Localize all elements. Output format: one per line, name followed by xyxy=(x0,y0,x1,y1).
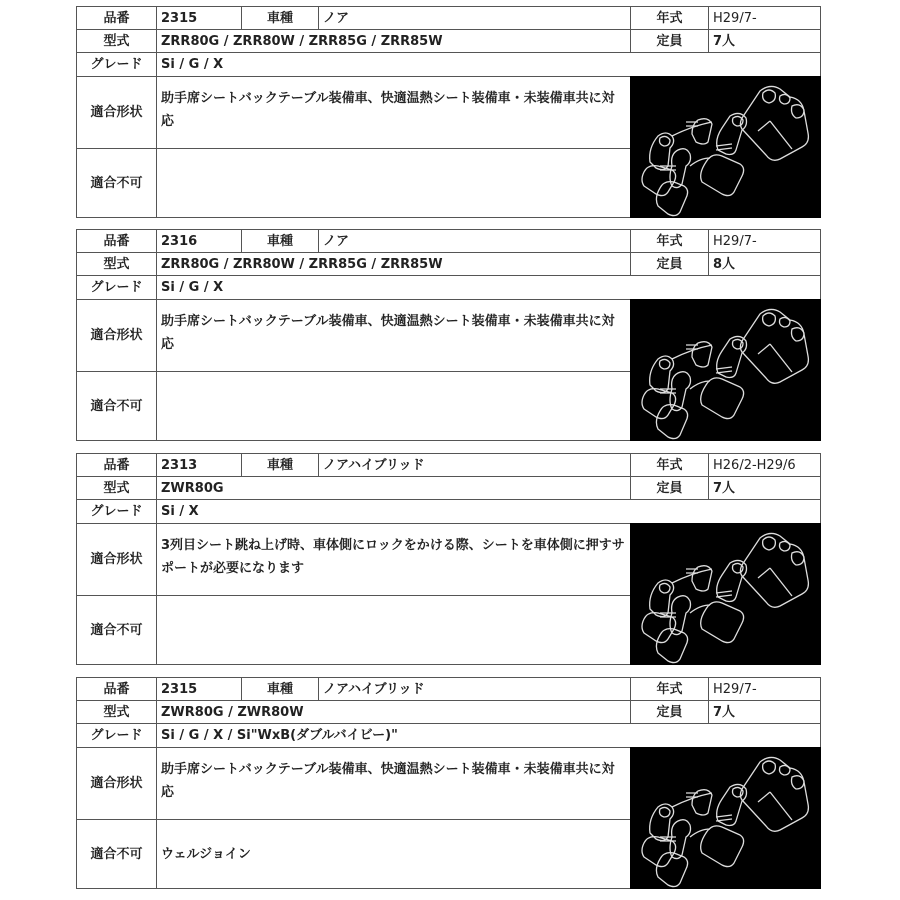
vehicle-value: ノア xyxy=(323,10,350,26)
seat-diagram-icon xyxy=(630,747,821,889)
grade-value: Si / G / X xyxy=(161,57,224,72)
grade-label: グレード xyxy=(90,728,143,743)
seat-layout-image xyxy=(630,299,821,441)
compatible-value: 助手席シートバックテーブル装備車、快適温熱シート装備車・未装備車共に対応 xyxy=(161,762,615,800)
capacity-label: 定員 xyxy=(656,480,683,496)
year-value: H26/2-H29/6 xyxy=(713,457,796,473)
seat-diagram-icon xyxy=(630,523,821,665)
product-spec-table-4 xyxy=(76,677,821,889)
incompatible-value xyxy=(157,149,630,218)
year-label: 年式 xyxy=(656,233,683,249)
part-no-label: 品番 xyxy=(103,10,130,26)
grade-value: Si / G / X / Si"WxB(ダブルバイビー)" xyxy=(161,728,398,743)
capacity-value: 7人 xyxy=(713,33,736,49)
compatible-label: 適合形状 xyxy=(90,552,143,567)
grade-label: グレード xyxy=(90,280,143,295)
year-value: H29/7- xyxy=(713,10,757,26)
model-value: ZRR80G / ZRR80W / ZRR85G / ZRR85W xyxy=(161,33,443,49)
part-no-label: 品番 xyxy=(103,233,130,249)
compatible-value: 助手席シートバックテーブル装備車、快適温熱シート装備車・未装備車共に対応 xyxy=(161,91,615,129)
compatible-label: 適合形状 xyxy=(90,776,143,791)
year-value: H29/7- xyxy=(713,233,757,249)
grade-value: Si / X xyxy=(161,504,199,519)
capacity-value: 7人 xyxy=(713,704,736,720)
seat-diagram-icon xyxy=(630,299,821,441)
model-label: 型式 xyxy=(103,480,130,496)
capacity-label: 定員 xyxy=(656,704,683,720)
compatible-label: 適合形状 xyxy=(90,328,143,343)
capacity-label: 定員 xyxy=(656,256,683,272)
capacity-value: 8人 xyxy=(713,256,736,272)
model-value: ZWR80G / ZWR80W xyxy=(161,704,304,720)
part-no-label: 品番 xyxy=(103,457,130,473)
model-label: 型式 xyxy=(103,33,130,49)
part-no-value: 2313 xyxy=(161,457,198,473)
incompatible-label: 適合不可 xyxy=(90,176,143,191)
compatible-label: 適合形状 xyxy=(90,105,143,120)
compatible-value: 助手席シートバックテーブル装備車、快適温熱シート装備車・未装備車共に対応 xyxy=(161,314,615,352)
model-value: ZWR80G xyxy=(161,480,224,496)
seat-layout-image xyxy=(630,523,821,665)
vehicle-value: ノアハイブリッド xyxy=(323,457,425,473)
vehicle-value: ノアハイブリッド xyxy=(323,681,425,697)
year-value: H29/7- xyxy=(713,681,757,697)
compatible-value: 3列目シート跳ね上げ時、車体側にロックをかける際、シートを車体側に押すサポートが必要になります xyxy=(161,538,625,576)
product-spec-table-2 xyxy=(76,229,821,441)
grade-label: グレード xyxy=(90,504,143,519)
capacity-value: 7人 xyxy=(713,480,736,496)
vehicle-value: ノア xyxy=(323,233,350,249)
vehicle-label: 車種 xyxy=(266,10,293,26)
grade-value: Si / G / X xyxy=(161,280,224,295)
product-spec-table-3 xyxy=(76,453,821,665)
incompatible-label: 適合不可 xyxy=(90,847,143,862)
part-no-value: 2316 xyxy=(161,233,198,249)
incompatible-label: 適合不可 xyxy=(90,399,143,414)
vehicle-label: 車種 xyxy=(266,457,293,473)
year-label: 年式 xyxy=(656,681,683,697)
incompatible-label: 適合不可 xyxy=(90,623,143,638)
model-label: 型式 xyxy=(103,704,130,720)
vehicle-label: 車種 xyxy=(266,681,293,697)
capacity-label: 定員 xyxy=(656,33,683,49)
seat-diagram-icon xyxy=(630,76,821,218)
seat-layout-image xyxy=(630,747,821,889)
incompatible-value: ウェルジョイン xyxy=(161,847,251,862)
part-no-label: 品番 xyxy=(103,681,130,697)
year-label: 年式 xyxy=(656,10,683,26)
model-value: ZRR80G / ZRR80W / ZRR85G / ZRR85W xyxy=(161,256,443,272)
year-label: 年式 xyxy=(656,457,683,473)
part-no-value: 2315 xyxy=(161,10,198,26)
product-spec-table-1 xyxy=(76,6,821,218)
incompatible-value xyxy=(157,596,630,665)
seat-layout-image xyxy=(630,76,821,218)
grade-label: グレード xyxy=(90,57,143,72)
incompatible-value xyxy=(157,372,630,441)
vehicle-label: 車種 xyxy=(266,233,293,249)
part-no-value: 2315 xyxy=(161,681,198,697)
model-label: 型式 xyxy=(103,256,130,272)
